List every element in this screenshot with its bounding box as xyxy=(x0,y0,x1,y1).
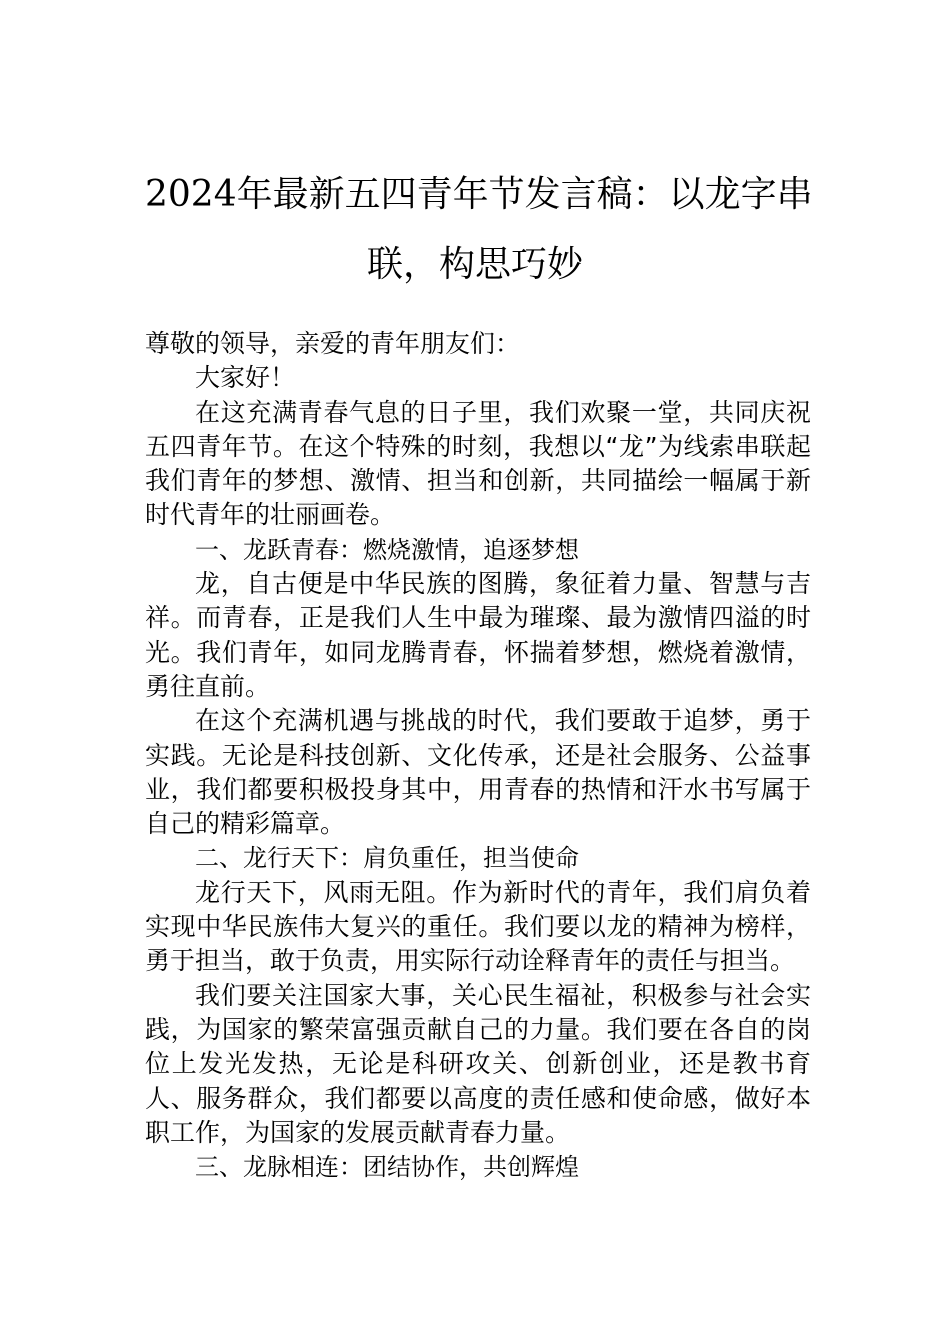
document-body xyxy=(145,327,811,1184)
salutation: 尊敬的领导，亲爱的青年朋友们： xyxy=(145,329,521,358)
paragraph-section-1b: 在这个充满机遇与挑战的时代，我们要敢于追梦，勇于实践。无论是科技创新、文化传承，还是社会服务、公益事业，我们都要积极投身其中，用青春的热情和汗水书写属于自己的精彩篇章。 xyxy=(145,706,811,839)
paragraph-intro: 在这充满青春气息的日子里，我们欢聚一堂，共同庆祝五四青年节。在这个特殊的时刻，我想以“龙”为线索串联起我们青年的梦想、激情、担当和创新，共同描绘一幅属于新时代青年的壮丽画卷。 xyxy=(145,397,811,530)
section-heading-3: 三、龙脉相连：团结协作，共创辉煌 xyxy=(195,1153,579,1182)
title-line-2: 联，构思巧妙 xyxy=(366,244,583,285)
section-heading-2: 二、龙行天下：肩负重任，担当使命 xyxy=(195,844,579,873)
paragraph-section-2b: 我们要关注国家大事，关心民生福祉，积极参与社会实践，为国家的繁荣富强贡献自己的力量。我们要在各自的岗位上发光发热，无论是科研攻关、创新创业，还是教书育人、服务群众，我们都要以高度的责任感和使命感，做好本职工作，为国家的发展贡献青春力量。 xyxy=(145,980,811,1147)
paragraph-section-2a: 龙行天下，风雨无阻。作为新时代的青年，我们肩负着实现中华民族伟大复兴的重任。我们要以龙的精神为榜样，勇于担当，敢于负责，用实际行动诠释青年的责任与担当。 xyxy=(145,877,811,976)
greeting: 大家好！ xyxy=(195,363,296,393)
title-line-1: 2024年最新五四青年节发言稿：以龙字串 xyxy=(145,174,813,215)
paragraph-section-1a: 龙，自古便是中华民族的图腾，象征着力量、智慧与吉祥。而青春，正是我们人生中最为璀璨、最为激情四溢的时光。我们青年，如同龙腾青春，怀揣着梦想，燃烧着激情，勇往直前。 xyxy=(145,569,811,701)
section-heading-1: 一、龙跃青春：燃烧激情，追逐梦想 xyxy=(195,535,579,564)
document-title xyxy=(145,160,813,300)
